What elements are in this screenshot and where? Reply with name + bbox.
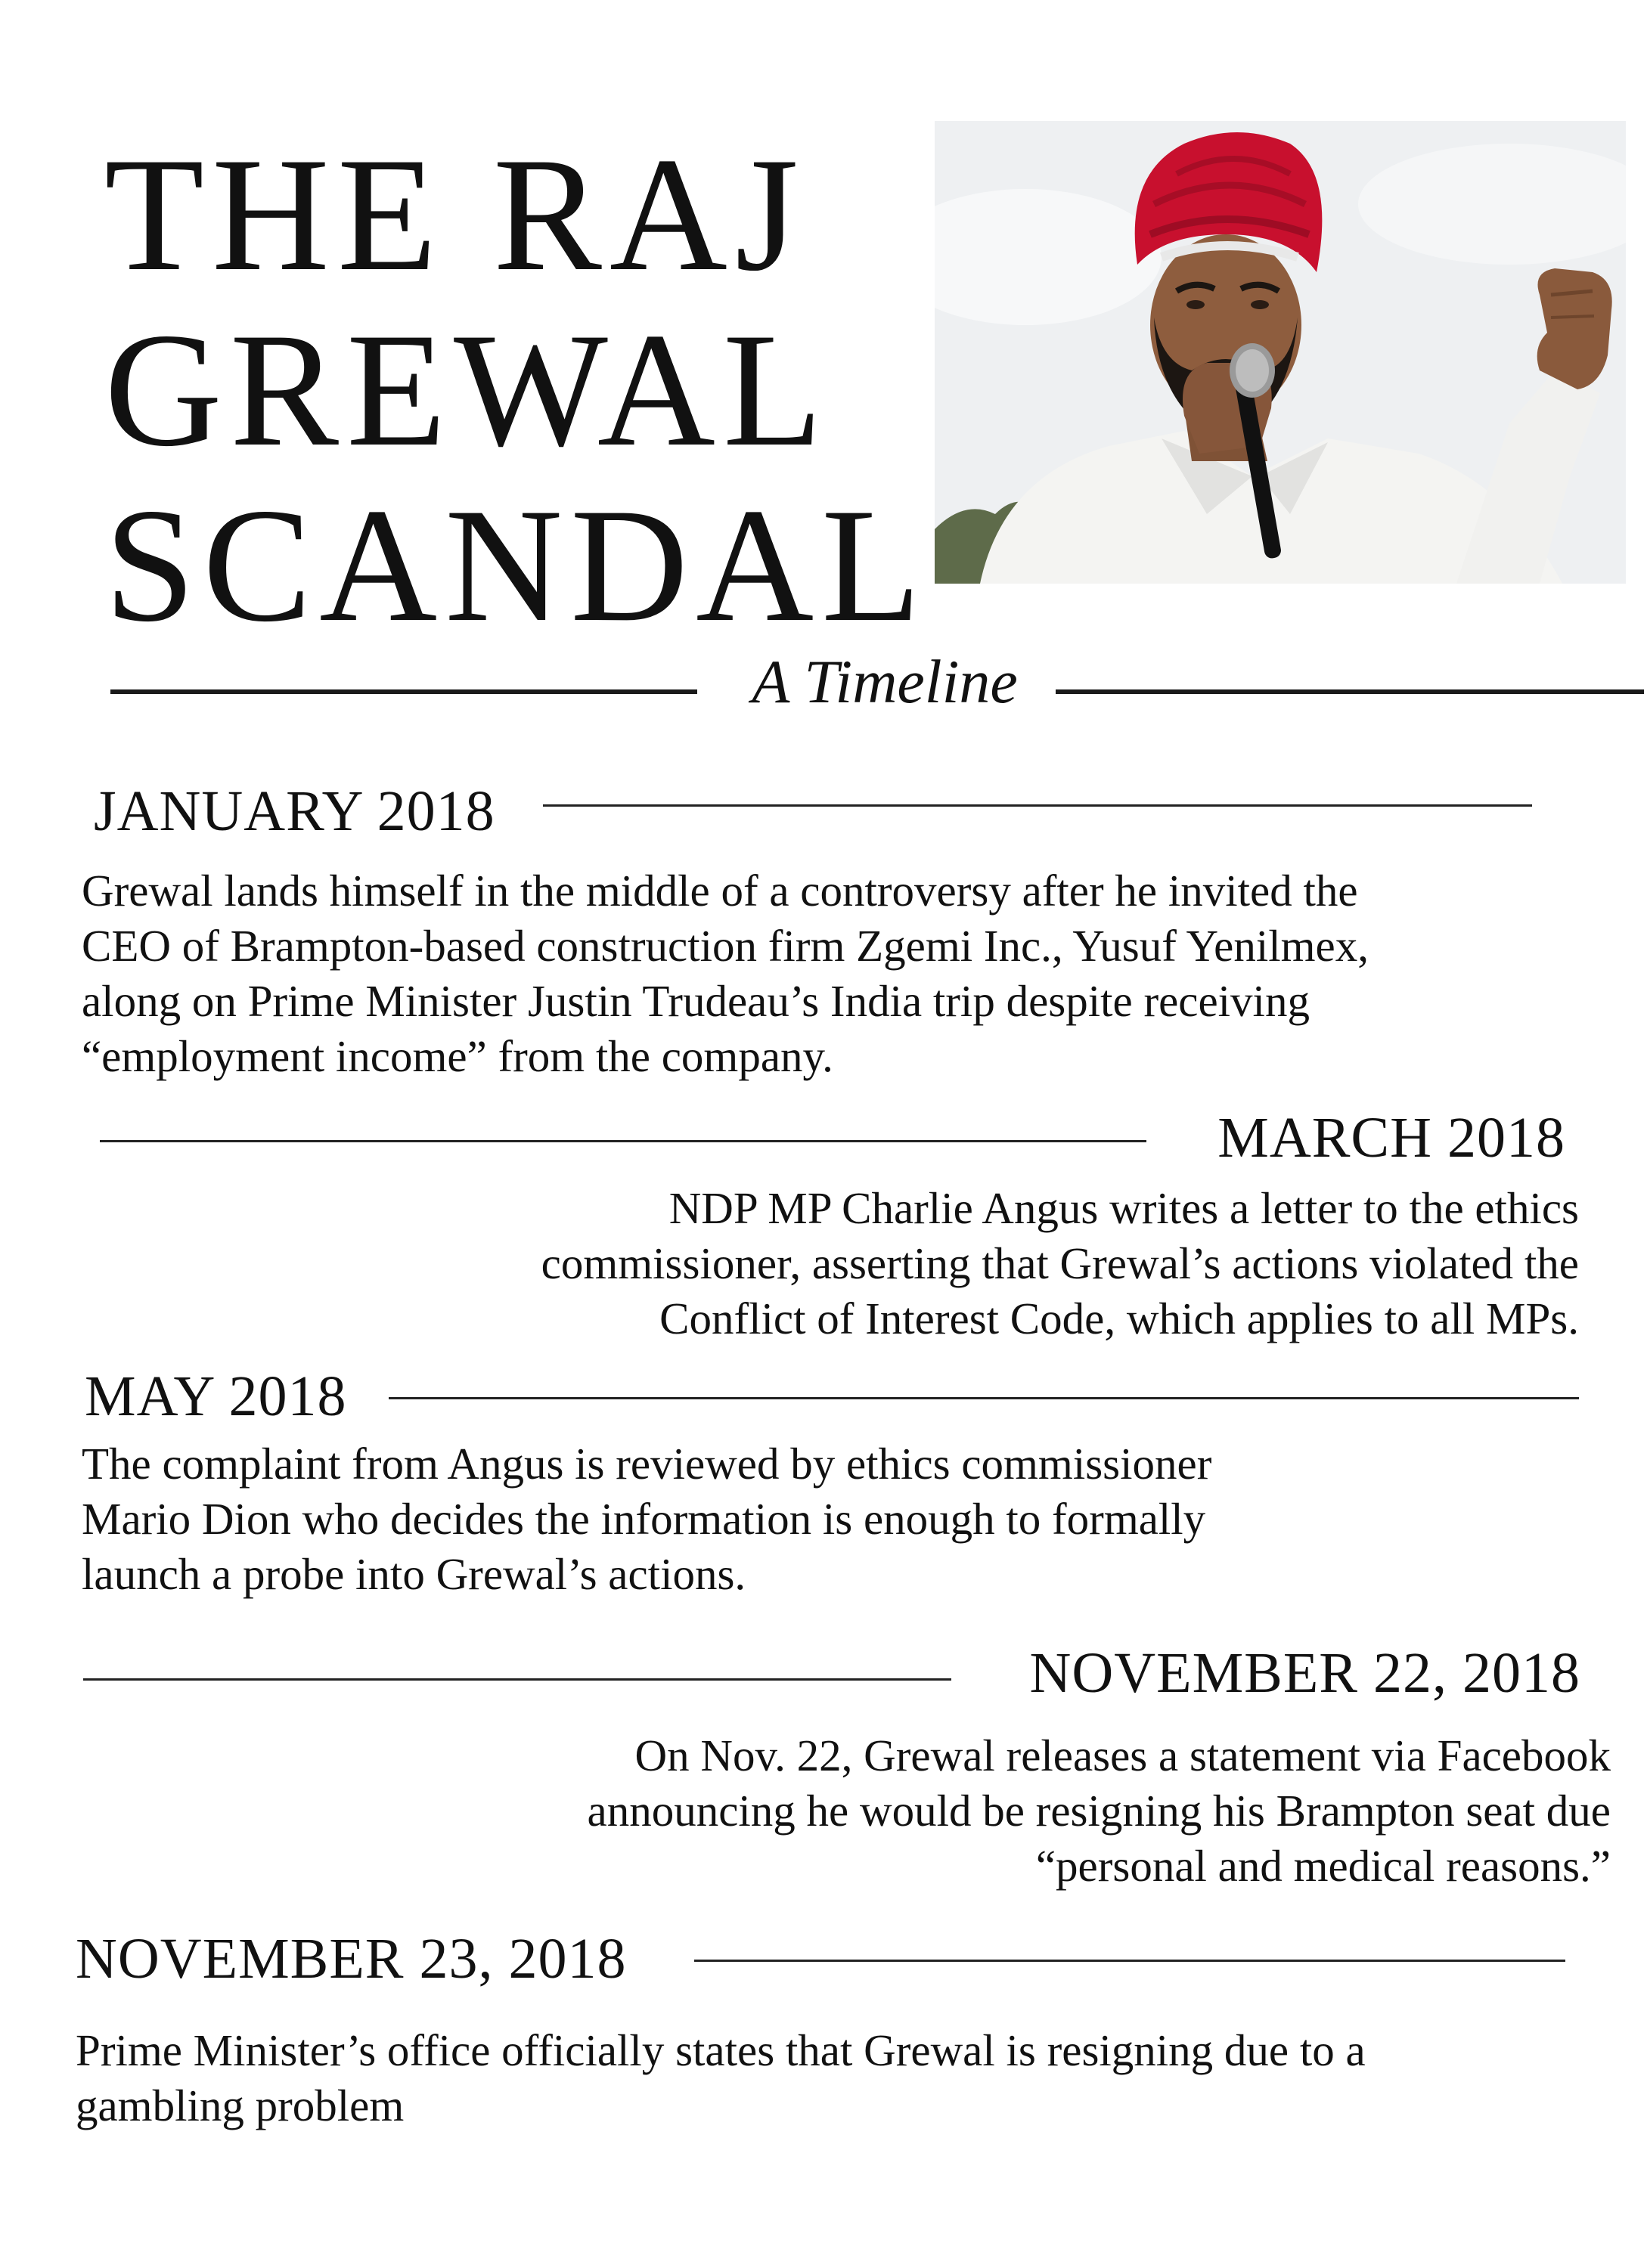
- title-line: GREWAL: [104, 299, 830, 480]
- entry-line: On Nov. 22, Grewal releases a statement via Facebook: [634, 1730, 1611, 1780]
- entry-line: gambling problem: [76, 2081, 405, 2130]
- man-with-red-turban-speaking-into-microphone-icon: [935, 121, 1626, 584]
- timeline-date: JANUARY 2018: [94, 779, 495, 843]
- timeline-entry: [82, 863, 1594, 1084]
- page-title: [104, 124, 929, 655]
- timeline-date: MARCH 2018: [1217, 1106, 1565, 1170]
- entry-line: launch a probe into Grewal’s actions.: [82, 1549, 746, 1599]
- timeline-rule: [543, 804, 1532, 807]
- entry-line: Prime Minister’s office officially states that Grewal is resigning due to a: [76, 2025, 1366, 2075]
- subtitle-rule-left: [110, 689, 697, 694]
- timeline-rule: [389, 1397, 1579, 1399]
- timeline-date: NOVEMBER 22, 2018: [1029, 1641, 1580, 1705]
- timeline-rule: [694, 1960, 1565, 1962]
- timeline-rule: [83, 1678, 951, 1681]
- entry-line: The complaint from Angus is reviewed by ethics commissioner: [82, 1439, 1212, 1489]
- entry-line: “personal and medical reasons.”: [1035, 1841, 1611, 1891]
- entry-line: Grewal lands himself in the middle of a controversy after he invited the: [82, 866, 1358, 916]
- timeline-entry: [76, 2023, 1588, 2133]
- entry-line: CEO of Brampton-based construction firm Zgemi Inc., Yusuf Yenilmex,: [82, 921, 1369, 971]
- subtitle-rule-right: [1056, 689, 1644, 694]
- timeline-date: NOVEMBER 23, 2018: [76, 1927, 627, 1991]
- entry-line: “employment income” from the company.: [82, 1031, 833, 1081]
- timeline-entry: [82, 1436, 1518, 1602]
- portrait-photo: [935, 121, 1626, 584]
- timeline-entry: [151, 1181, 1579, 1346]
- timeline-rule: [100, 1140, 1146, 1142]
- entry-line: along on Prime Minister Justin Trudeau’s India trip despite receiving: [82, 976, 1310, 1026]
- entry-line: Mario Dion who decides the information is enough to formally: [82, 1494, 1206, 1544]
- title-line: THE RAJ: [104, 124, 806, 305]
- entry-line: Conflict of Interest Code, which applies to all MPs.: [659, 1294, 1579, 1343]
- title-line: SCANDAL: [104, 475, 929, 655]
- subtitle: A Timeline: [752, 647, 1018, 716]
- entry-line: announcing he would be resigning his Brampton seat due: [587, 1786, 1611, 1836]
- entry-line: commissioner, asserting that Grewal’s actions violated the: [541, 1238, 1579, 1288]
- entry-line: NDP MP Charlie Angus writes a letter to the ethics: [668, 1183, 1579, 1233]
- timeline-entry: [151, 1728, 1611, 1894]
- timeline-date: MAY 2018: [85, 1365, 347, 1428]
